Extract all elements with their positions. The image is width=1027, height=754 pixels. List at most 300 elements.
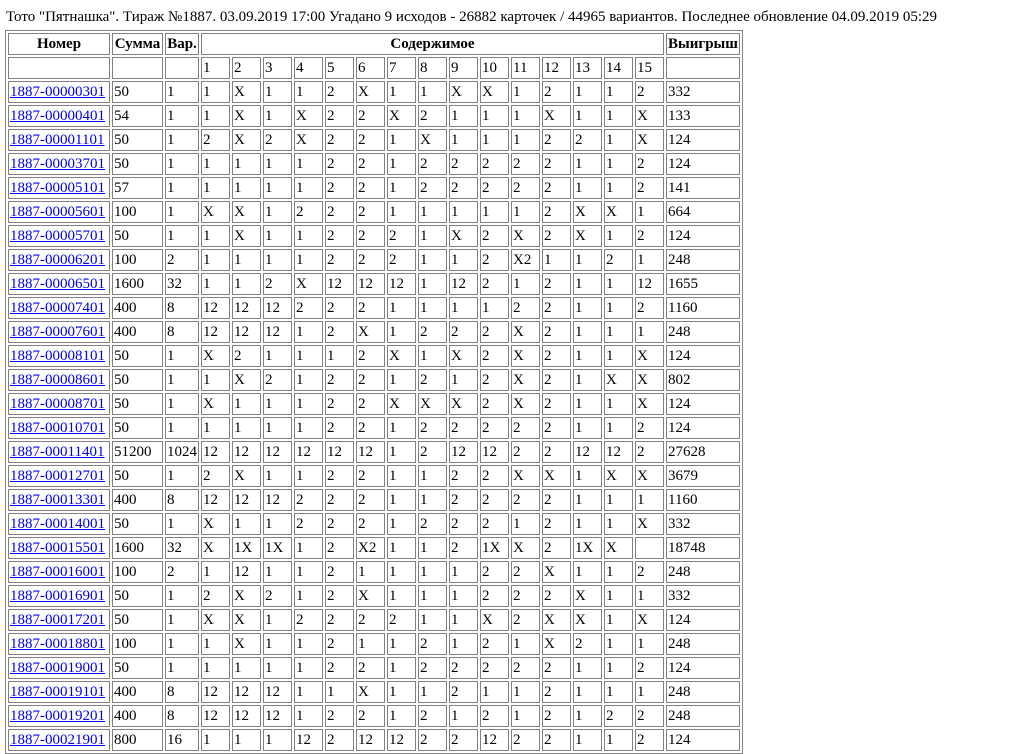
outcome-cell: 1 <box>418 609 447 631</box>
outcome-cell: X <box>635 513 664 535</box>
outcome-cell: 2 <box>325 537 354 559</box>
table-row <box>8 345 740 367</box>
outcome-cell: 1 <box>201 561 230 583</box>
win-cell: 133 <box>666 105 740 127</box>
outcome-cell: 1 <box>604 585 633 607</box>
table-row <box>8 609 740 631</box>
outcome-cell: 12 <box>356 441 385 463</box>
outcome-cell: 1 <box>604 321 633 343</box>
outcome-cell: 1 <box>387 537 416 559</box>
sum-cell: 50 <box>112 513 163 535</box>
outcome-cell: 2 <box>480 465 509 487</box>
outcome-cell: 1 <box>418 225 447 247</box>
outcome-cell: X <box>542 561 571 583</box>
outcome-cell: 1 <box>573 729 602 751</box>
sum-cell: 50 <box>112 657 163 679</box>
position-number: 13 <box>573 57 602 79</box>
outcome-cell: 12 <box>604 441 633 463</box>
variants-cell: 1 <box>165 417 199 439</box>
outcome-cell: 1 <box>604 273 633 295</box>
outcome-cell: 1 <box>604 681 633 703</box>
outcome-cell: X <box>201 201 230 223</box>
outcome-cell: 2 <box>294 489 323 511</box>
ticket-link[interactable]: 1887-00019001 <box>10 660 105 676</box>
outcome-cell: 2 <box>480 369 509 391</box>
outcome-cell: 2 <box>573 633 602 655</box>
outcome-cell: X <box>573 225 602 247</box>
ticket-link[interactable]: 1887-00008601 <box>10 372 105 388</box>
outcome-cell: X <box>294 129 323 151</box>
variants-cell: 1 <box>165 225 199 247</box>
ticket-link[interactable]: 1887-00013301 <box>10 492 105 508</box>
outcome-cell: 1 <box>418 297 447 319</box>
outcome-cell: 1 <box>604 417 633 439</box>
ticket-link[interactable]: 1887-00011401 <box>10 444 105 460</box>
outcome-cell: 1 <box>418 249 447 271</box>
outcome-cell: 1 <box>480 201 509 223</box>
outcome-cell: X2 <box>511 249 540 271</box>
outcome-cell: 2 <box>201 465 230 487</box>
table-row <box>8 225 740 247</box>
outcome-cell: 2 <box>542 201 571 223</box>
position-number: 12 <box>542 57 571 79</box>
outcome-cell: 12 <box>201 705 230 727</box>
outcome-cell: 2 <box>635 417 664 439</box>
outcome-cell: 2 <box>542 441 571 463</box>
outcome-cell: 1 <box>387 81 416 103</box>
outcome-cell: 2 <box>449 537 478 559</box>
win-cell: 248 <box>666 633 740 655</box>
outcome-cell: 1 <box>263 105 292 127</box>
outcome-cell: 2 <box>542 585 571 607</box>
outcome-cell: 2 <box>387 225 416 247</box>
variants-cell: 1 <box>165 129 199 151</box>
outcome-cell: 1 <box>294 321 323 343</box>
outcome-cell: 2 <box>542 225 571 247</box>
outcome-cell: 2 <box>418 105 447 127</box>
ticket-link[interactable]: 1887-00005101 <box>10 180 105 196</box>
outcome-cell: 2 <box>325 561 354 583</box>
ticket-number-cell <box>8 489 110 511</box>
ticket-number-cell <box>8 609 110 631</box>
outcome-cell: X <box>449 393 478 415</box>
ticket-number-cell <box>8 297 110 319</box>
table-row <box>8 561 740 583</box>
outcome-cell: X <box>356 321 385 343</box>
variants-cell: 1 <box>165 657 199 679</box>
outcome-cell: 1 <box>573 153 602 175</box>
outcome-cell: 1 <box>263 201 292 223</box>
table-row <box>8 657 740 679</box>
outcome-cell: 2 <box>449 465 478 487</box>
outcome-cell: 1 <box>573 105 602 127</box>
ticket-link[interactable]: 1887-00014001 <box>10 516 105 532</box>
outcome-cell: X <box>635 105 664 127</box>
outcome-cell: 1 <box>263 561 292 583</box>
variants-cell: 1 <box>165 633 199 655</box>
ticket-link[interactable]: 1887-00018801 <box>10 636 105 652</box>
ticket-number-cell <box>8 369 110 391</box>
table-row <box>8 441 740 463</box>
variants-cell: 1 <box>165 369 199 391</box>
outcome-cell: 2 <box>387 249 416 271</box>
sum-cell: 100 <box>112 561 163 583</box>
outcome-cell: 1 <box>604 633 633 655</box>
outcome-cell: 2 <box>480 417 509 439</box>
outcome-cell: 2 <box>325 81 354 103</box>
outcome-cell: 1 <box>294 417 323 439</box>
outcome-cell: 1 <box>449 609 478 631</box>
outcome-cell: 12 <box>232 561 261 583</box>
outcome-cell: 1 <box>232 513 261 535</box>
outcome-cell: 1 <box>232 249 261 271</box>
position-number: 14 <box>604 57 633 79</box>
outcome-cell: 2 <box>449 177 478 199</box>
outcome-cell: 1 <box>635 489 664 511</box>
outcome-cell: 1 <box>263 393 292 415</box>
outcome-cell: 1 <box>604 177 633 199</box>
sum-cell: 50 <box>112 465 163 487</box>
outcome-cell: 2 <box>542 129 571 151</box>
win-cell: 27628 <box>666 441 740 463</box>
outcome-cell: 1 <box>232 393 261 415</box>
sum-cell: 50 <box>112 129 163 151</box>
ticket-number-cell <box>8 681 110 703</box>
outcome-cell: 1 <box>294 81 323 103</box>
table-row <box>8 633 740 655</box>
outcome-cell: 2 <box>201 129 230 151</box>
ticket-link[interactable]: 1887-00017201 <box>10 612 105 628</box>
variants-cell: 32 <box>165 273 199 295</box>
outcome-cell: X <box>418 129 447 151</box>
outcome-cell: 1 <box>449 297 478 319</box>
ticket-number-cell <box>8 177 110 199</box>
win-cell: 124 <box>666 345 740 367</box>
outcome-cell: 1 <box>232 657 261 679</box>
outcome-cell: 1 <box>387 441 416 463</box>
outcome-cell: X <box>511 225 540 247</box>
empty-cell <box>8 57 110 79</box>
outcome-cell: 1 <box>294 537 323 559</box>
outcome-cell: 12 <box>294 729 323 751</box>
ticket-link[interactable]: 1887-00005701 <box>10 228 105 244</box>
outcome-cell: 1 <box>511 705 540 727</box>
outcome-cell: 2 <box>449 681 478 703</box>
ticket-link[interactable]: 1887-00001101 <box>10 132 105 148</box>
outcome-cell: 1 <box>201 225 230 247</box>
ticket-link[interactable]: 1887-00016001 <box>10 564 105 580</box>
outcome-cell: 2 <box>511 561 540 583</box>
outcome-cell: 2 <box>356 609 385 631</box>
ticket-link[interactable]: 1887-00000301 <box>10 84 105 100</box>
outcome-cell: 2 <box>201 585 230 607</box>
outcome-cell: 1 <box>263 609 292 631</box>
table-row <box>8 585 740 607</box>
outcome-cell: 1 <box>573 465 602 487</box>
outcome-cell: 2 <box>418 633 447 655</box>
outcome-cell: 12 <box>232 681 261 703</box>
outcome-cell: X <box>511 345 540 367</box>
outcome-cell: 2 <box>356 489 385 511</box>
outcome-cell: 2 <box>542 81 571 103</box>
win-cell: 248 <box>666 561 740 583</box>
outcome-cell: 1 <box>387 585 416 607</box>
ticket-link[interactable]: 1887-00016901 <box>10 588 105 604</box>
outcome-cell: 2 <box>325 633 354 655</box>
column-header-win: Выигрыш <box>666 33 740 55</box>
outcome-cell: 2 <box>325 105 354 127</box>
table-row <box>8 321 740 343</box>
outcome-cell: 2 <box>542 513 571 535</box>
outcome-cell: 2 <box>263 129 292 151</box>
outcome-cell: 2 <box>325 369 354 391</box>
outcome-cell: 2 <box>356 129 385 151</box>
outcome-cell: 2 <box>542 177 571 199</box>
column-header-content: Содержимое <box>201 33 664 55</box>
table-row <box>8 393 740 415</box>
outcome-cell: 2 <box>604 705 633 727</box>
outcome-cell: 1 <box>387 417 416 439</box>
outcome-cell: 1 <box>604 513 633 535</box>
outcome-cell: 1 <box>604 153 633 175</box>
table-row <box>8 201 740 223</box>
outcome-cell: 1 <box>263 465 292 487</box>
outcome-cell: 2 <box>356 177 385 199</box>
table-row <box>8 465 740 487</box>
outcome-cell: 1X <box>480 537 509 559</box>
win-cell: 124 <box>666 393 740 415</box>
outcome-cell: 2 <box>325 609 354 631</box>
table-row <box>8 273 740 295</box>
outcome-cell: 1X <box>263 537 292 559</box>
variants-cell: 1 <box>165 393 199 415</box>
outcome-cell: 2 <box>325 489 354 511</box>
outcome-cell: 1 <box>232 177 261 199</box>
outcome-cell: 1 <box>635 633 664 655</box>
outcome-cell: 2 <box>511 585 540 607</box>
outcome-cell: X <box>511 369 540 391</box>
variants-cell: 1 <box>165 153 199 175</box>
ticket-link[interactable]: 1887-00008101 <box>10 348 105 364</box>
outcome-cell: X <box>511 537 540 559</box>
outcome-cell: 2 <box>511 609 540 631</box>
ticket-number-cell <box>8 729 110 751</box>
outcome-cell: X <box>542 609 571 631</box>
variants-cell: 1 <box>165 177 199 199</box>
outcome-cell: 1 <box>294 345 323 367</box>
sum-cell: 54 <box>112 105 163 127</box>
outcome-cell: 2 <box>480 225 509 247</box>
outcome-cell: 2 <box>356 393 385 415</box>
outcome-cell: 2 <box>418 369 447 391</box>
outcome-cell: 12 <box>232 441 261 463</box>
outcome-cell: 1 <box>294 681 323 703</box>
outcome-cell: X <box>294 273 323 295</box>
outcome-cell: 2 <box>635 177 664 199</box>
table-row <box>8 177 740 199</box>
win-cell: 248 <box>666 249 740 271</box>
outcome-cell: 1 <box>387 513 416 535</box>
outcome-cell: 2 <box>325 513 354 535</box>
outcome-cell: 2 <box>480 345 509 367</box>
draw-info-header: Тото "Пятнашка". Тираж №1887. 03.09.2019 17:00 Угадано 9 исходов - 26882 карточек / 44965 вариантов. Последнее обновление 04.09.2019 05:29 <box>6 9 938 25</box>
outcome-cell: 12 <box>263 297 292 319</box>
outcome-cell: X2 <box>356 537 385 559</box>
outcome-cell: X <box>480 81 509 103</box>
outcome-cell: 2 <box>511 657 540 679</box>
outcome-cell <box>635 537 664 559</box>
outcome-cell: 2 <box>542 417 571 439</box>
results-body <box>8 81 740 751</box>
outcome-cell: 1 <box>294 249 323 271</box>
sum-cell: 50 <box>112 393 163 415</box>
outcome-cell: 1 <box>480 105 509 127</box>
empty-cell <box>112 57 163 79</box>
ticket-number-cell <box>8 393 110 415</box>
position-number: 3 <box>263 57 292 79</box>
outcome-cell: 2 <box>418 153 447 175</box>
outcome-cell: 2 <box>480 561 509 583</box>
outcome-cell: 2 <box>418 441 447 463</box>
outcome-cell: X <box>232 225 261 247</box>
outcome-cell: 1 <box>232 273 261 295</box>
outcome-cell: 2 <box>325 465 354 487</box>
positions-row <box>8 57 740 79</box>
outcome-cell: 12 <box>480 441 509 463</box>
ticket-number-cell <box>8 273 110 295</box>
outcome-cell: 1 <box>573 249 602 271</box>
outcome-cell: 2 <box>511 153 540 175</box>
ticket-number-cell <box>8 153 110 175</box>
ticket-number-cell <box>8 585 110 607</box>
position-number: 2 <box>232 57 261 79</box>
outcome-cell: 1 <box>418 681 447 703</box>
ticket-link[interactable]: 1887-00000401 <box>10 108 105 124</box>
ticket-link[interactable]: 1887-00012701 <box>10 468 105 484</box>
outcome-cell: 1 <box>573 297 602 319</box>
ticket-link[interactable]: 1887-00006501 <box>10 276 105 292</box>
sum-cell: 400 <box>112 321 163 343</box>
outcome-cell: X <box>356 681 385 703</box>
ticket-link[interactable]: 1887-00007601 <box>10 324 105 340</box>
ticket-number-cell <box>8 417 110 439</box>
outcome-cell: 1 <box>387 153 416 175</box>
outcome-cell: 1 <box>294 177 323 199</box>
outcome-cell: 2 <box>542 393 571 415</box>
outcome-cell: 1 <box>263 225 292 247</box>
outcome-cell: 12 <box>635 273 664 295</box>
outcome-cell: 1 <box>480 129 509 151</box>
ticket-link[interactable]: 1887-00019101 <box>10 684 105 700</box>
outcome-cell: 2 <box>294 513 323 535</box>
outcome-cell: 1 <box>449 129 478 151</box>
outcome-cell: 1 <box>387 177 416 199</box>
win-cell: 248 <box>666 705 740 727</box>
outcome-cell: 1 <box>511 129 540 151</box>
outcome-cell: 1 <box>263 177 292 199</box>
outcome-cell: 12 <box>263 321 292 343</box>
ticket-number-cell <box>8 249 110 271</box>
table-row <box>8 369 740 391</box>
outcome-cell: 1 <box>387 705 416 727</box>
outcome-cell: X <box>635 393 664 415</box>
empty-cell <box>165 57 199 79</box>
sum-cell: 50 <box>112 225 163 247</box>
outcome-cell: 2 <box>480 393 509 415</box>
win-cell: 18748 <box>666 537 740 559</box>
outcome-cell: 1 <box>418 465 447 487</box>
ticket-link[interactable]: 1887-00008701 <box>10 396 105 412</box>
outcome-cell: 1 <box>263 729 292 751</box>
outcome-cell: 2 <box>325 585 354 607</box>
sum-cell: 50 <box>112 369 163 391</box>
win-cell: 3679 <box>666 465 740 487</box>
sum-cell: 100 <box>112 633 163 655</box>
outcome-cell: 2 <box>325 321 354 343</box>
outcome-cell: 12 <box>449 441 478 463</box>
outcome-cell: 1 <box>294 465 323 487</box>
position-number: 4 <box>294 57 323 79</box>
outcome-cell: 1 <box>480 297 509 319</box>
ticket-link[interactable]: 1887-00006201 <box>10 252 105 268</box>
outcome-cell: 2 <box>542 297 571 319</box>
ticket-link[interactable]: 1887-00019201 <box>10 708 105 724</box>
ticket-link[interactable]: 1887-00015501 <box>10 540 105 556</box>
outcome-cell: 1 <box>449 585 478 607</box>
outcome-cell: 1 <box>263 513 292 535</box>
outcome-cell: 2 <box>418 513 447 535</box>
outcome-cell: 2 <box>635 297 664 319</box>
outcome-cell: X <box>604 465 633 487</box>
outcome-cell: 1 <box>604 345 633 367</box>
outcome-cell: 12 <box>263 489 292 511</box>
outcome-cell: 1 <box>604 81 633 103</box>
ticket-link[interactable]: 1887-00003701 <box>10 156 105 172</box>
outcome-cell: 2 <box>325 297 354 319</box>
outcome-cell: 1 <box>604 105 633 127</box>
outcome-cell: 1 <box>449 633 478 655</box>
outcome-cell: X <box>511 465 540 487</box>
ticket-link[interactable]: 1887-00021901 <box>10 732 105 748</box>
outcome-cell: X <box>232 129 261 151</box>
table-header-row <box>8 33 740 55</box>
outcome-cell: X <box>232 465 261 487</box>
outcome-cell: 1 <box>573 369 602 391</box>
ticket-number-cell <box>8 657 110 679</box>
ticket-link[interactable]: 1887-00010701 <box>10 420 105 436</box>
ticket-link[interactable]: 1887-00007401 <box>10 300 105 316</box>
results-table <box>5 30 743 754</box>
outcome-cell: 1 <box>294 393 323 415</box>
outcome-cell: 1 <box>511 633 540 655</box>
table-row <box>8 105 740 127</box>
ticket-number-cell <box>8 345 110 367</box>
variants-cell: 8 <box>165 705 199 727</box>
outcome-cell: 12 <box>201 297 230 319</box>
outcome-cell: 12 <box>263 441 292 463</box>
outcome-cell: 1 <box>201 417 230 439</box>
sum-cell: 50 <box>112 417 163 439</box>
outcome-cell: X <box>449 225 478 247</box>
outcome-cell: 1 <box>418 201 447 223</box>
outcome-cell: 1 <box>263 633 292 655</box>
outcome-cell: 2 <box>542 345 571 367</box>
column-header-sum: Сумма <box>112 33 163 55</box>
win-cell: 802 <box>666 369 740 391</box>
outcome-cell: 1 <box>418 489 447 511</box>
ticket-link[interactable]: 1887-00005601 <box>10 204 105 220</box>
outcome-cell: X <box>449 345 478 367</box>
